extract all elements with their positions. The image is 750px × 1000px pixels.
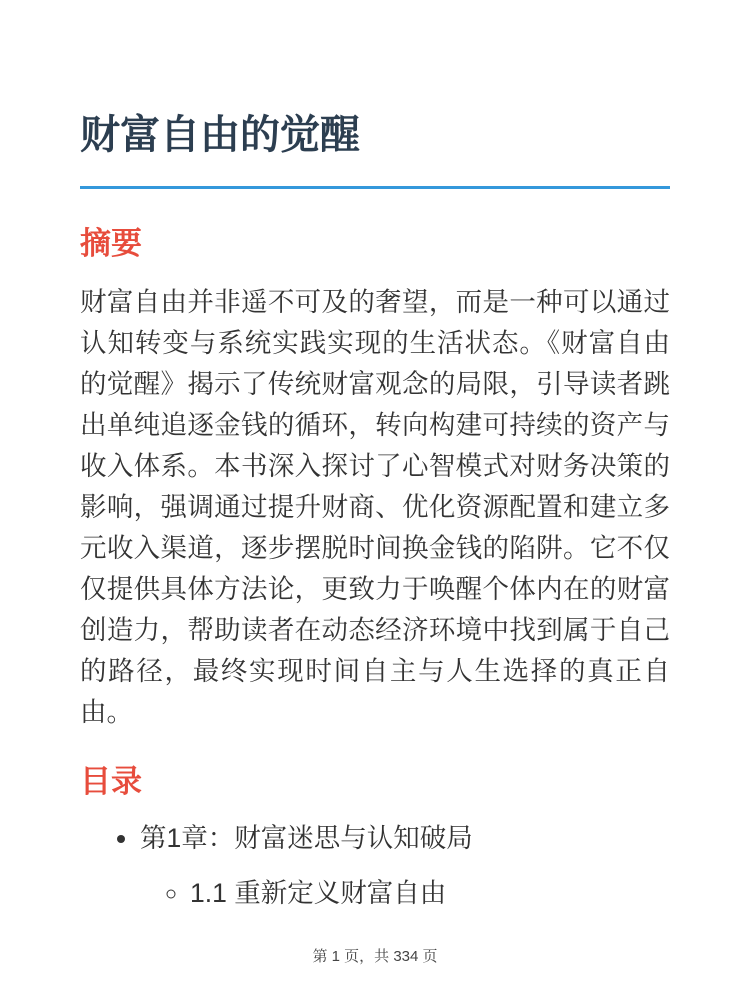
abstract-heading: 摘要 — [80, 226, 142, 261]
toc-sublist — [140, 873, 670, 914]
toc-list — [80, 818, 670, 914]
toc-chapter-item — [140, 818, 670, 914]
toc-chapter-label: 第1章：财富迷思与认知破局 — [140, 823, 473, 854]
abstract-paragraph: 财富自由并非遥不可及的奢望，而是一种可以通过认知转变与系统实践实现的生活状态。《财富自由的觉醒》揭示了传统财富观念的局限，引导读者跳出单纯追逐金钱的循环，转向构建可持续的资产与收入体系。本书深入探讨了心智模式对财务决策的影响，强调通过提升财商、优化资源配置和建立多元收入渠道，逐步摆脱时间换金钱的陷阱。它不仅仅提供具体方法论，更致力于唤醒个体内在的财富创造力，帮助读者在动态经济环境中找到属于自己的路径，最终实现时间自主与人生选择的真正自由。 — [80, 287, 670, 728]
toc-heading: 目录 — [80, 764, 142, 800]
page-number-footer: 第 1 页，共 334 页 — [312, 948, 438, 965]
toc-section-label: 1.1 重新定义财富自由 — [190, 878, 447, 909]
page-title: 财富自由的觉醒 — [80, 113, 360, 157]
toc-section-item — [190, 873, 670, 914]
title-divider — [80, 186, 670, 189]
